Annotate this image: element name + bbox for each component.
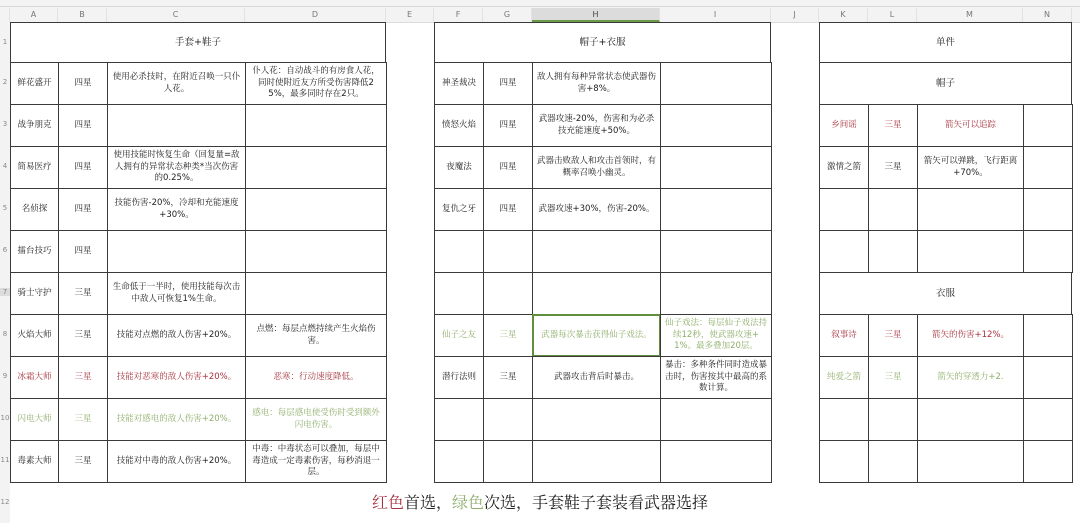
grade-cell[interactable]: 三星 bbox=[868, 356, 918, 399]
row-number[interactable]: 10 bbox=[0, 414, 10, 422]
column-header-f[interactable]: F bbox=[434, 8, 483, 22]
note-cell[interactable]: 点燃：每层点燃持续产生火焰伤害。 bbox=[245, 314, 387, 357]
caption-red-word: 红色 bbox=[371, 493, 404, 512]
section-title-gloves-shoes[interactable]: 手套+鞋子 bbox=[10, 22, 386, 63]
note-cell[interactable] bbox=[245, 104, 387, 147]
grade-cell[interactable]: 四星 bbox=[58, 188, 108, 231]
note-cell[interactable]: 感电：每层感电使受伤时受到额外闪电伤害。 bbox=[245, 398, 387, 441]
row-number[interactable]: 6 bbox=[2, 246, 8, 254]
note-cell[interactable] bbox=[660, 230, 772, 273]
effect-cell[interactable]: 技能对感电的敌人伤害+20%。 bbox=[107, 398, 246, 441]
grade-cell[interactable] bbox=[483, 272, 533, 315]
column-header-l[interactable]: L bbox=[868, 8, 917, 22]
effect-cell[interactable]: 箭矢可以追踪 bbox=[917, 104, 1024, 147]
grade-cell[interactable]: 四星 bbox=[483, 62, 533, 105]
section-title-single-pieces[interactable]: 单件 bbox=[819, 22, 1072, 63]
note-cell[interactable] bbox=[1023, 230, 1073, 273]
effect-cell[interactable] bbox=[532, 440, 661, 483]
note-cell[interactable] bbox=[245, 146, 387, 189]
set-name-cell[interactable]: 冰霜大师 bbox=[10, 356, 59, 399]
set-name-cell[interactable]: 火焰大师 bbox=[10, 314, 59, 357]
effect-cell[interactable]: 武器击败敌人和攻击首领时，有概率召唤小幽灵。 bbox=[532, 146, 661, 189]
row-number[interactable]: 4 bbox=[2, 162, 8, 170]
column-header-h[interactable]: H bbox=[532, 8, 660, 22]
note-cell[interactable] bbox=[660, 62, 772, 105]
grade-cell[interactable]: 三星 bbox=[483, 356, 533, 399]
effect-cell[interactable]: 箭矢的穿透力+2. bbox=[917, 356, 1024, 399]
note-cell[interactable] bbox=[660, 398, 772, 441]
row-number[interactable]: 2 bbox=[2, 78, 8, 86]
note-cell[interactable] bbox=[1023, 104, 1073, 147]
effect-cell[interactable] bbox=[532, 230, 661, 273]
grade-cell[interactable] bbox=[868, 440, 918, 483]
set-name-cell[interactable] bbox=[434, 440, 484, 483]
set-name-cell[interactable]: 叙事诗 bbox=[819, 314, 869, 357]
caption-text-2: 次选，手套鞋子套装看武器选择 bbox=[484, 493, 709, 512]
row-number[interactable]: 12 bbox=[0, 498, 10, 506]
effect-cell[interactable] bbox=[532, 398, 661, 441]
column-header-n[interactable]: N bbox=[1023, 8, 1072, 22]
set-name-cell[interactable]: 仙子之友 bbox=[434, 314, 484, 357]
grade-cell[interactable]: 三星 bbox=[58, 398, 108, 441]
grade-cell[interactable] bbox=[483, 398, 533, 441]
effect-cell[interactable] bbox=[107, 230, 246, 273]
row-number[interactable]: 8 bbox=[2, 330, 8, 338]
note-cell[interactable]: 仆人花：自动战斗的有房食人花，同时使附近友方所受伤害降低25%，最多同时存在2只。 bbox=[245, 62, 387, 105]
set-name-cell[interactable]: 神圣裁决 bbox=[434, 62, 484, 105]
set-name-cell[interactable] bbox=[819, 440, 869, 483]
effect-cell[interactable]: 箭矢可以弹跳，飞行距离+70%。 bbox=[917, 146, 1024, 189]
effect-cell[interactable] bbox=[917, 440, 1024, 483]
subsection-title-clothes[interactable]: 衣服 bbox=[819, 272, 1072, 315]
section-title-hat-clothes[interactable]: 帽子+衣服 bbox=[434, 22, 771, 63]
effect-cell[interactable]: 使用必杀技时，在附近召唤一只仆人花。 bbox=[107, 62, 246, 105]
effect-cell[interactable]: 武器攻速-20%，伤害和为必杀技充能速度+50%。 bbox=[532, 104, 661, 147]
grade-cell[interactable] bbox=[868, 188, 918, 231]
effect-cell[interactable] bbox=[917, 230, 1024, 273]
set-name-cell[interactable]: 骑士守护 bbox=[10, 272, 59, 315]
effect-cell[interactable] bbox=[532, 272, 661, 315]
grade-cell[interactable]: 三星 bbox=[58, 356, 108, 399]
set-name-cell[interactable]: 激情之箭 bbox=[819, 146, 869, 189]
note-cell[interactable]: 中毒：中毒状态可以叠加，每层中毒造成一定毒素伤害，每秒消退一层。 bbox=[245, 440, 387, 483]
effect-cell[interactable]: 技能对恶寒的敌人伤害+20%。 bbox=[107, 356, 246, 399]
set-name-cell[interactable]: 名侦探 bbox=[10, 188, 59, 231]
column-header-c[interactable]: C bbox=[107, 8, 245, 22]
subsection-title-hat[interactable]: 帽子 bbox=[819, 62, 1072, 105]
effect-cell[interactable]: 敌人拥有每种异常状态使武器伤害+8%。 bbox=[532, 62, 661, 105]
set-name-cell[interactable] bbox=[434, 272, 484, 315]
grade-cell[interactable]: 三星 bbox=[58, 440, 108, 483]
set-name-cell[interactable] bbox=[819, 398, 869, 441]
effect-cell[interactable] bbox=[917, 188, 1024, 231]
set-name-cell[interactable] bbox=[434, 230, 484, 273]
set-name-cell[interactable]: 复仇之牙 bbox=[434, 188, 484, 231]
set-name-cell[interactable]: 擂台技巧 bbox=[10, 230, 59, 273]
set-name-cell[interactable]: 纯爱之箭 bbox=[819, 356, 869, 399]
effect-cell[interactable]: 技能伤害-20%，冷却和充能速度+30%。 bbox=[107, 188, 246, 231]
set-name-cell[interactable]: 夜魔法 bbox=[434, 146, 484, 189]
note-cell[interactable] bbox=[1023, 314, 1073, 357]
note-cell[interactable] bbox=[660, 272, 772, 315]
note-cell[interactable] bbox=[660, 104, 772, 147]
effect-cell[interactable]: 箭矢的伤害+12%。 bbox=[917, 314, 1024, 357]
column-header-k[interactable]: K bbox=[819, 8, 868, 22]
row-number[interactable]: 3 bbox=[2, 120, 8, 128]
row-number[interactable]: 11 bbox=[0, 456, 10, 464]
caption-green-word: 绿色 bbox=[452, 493, 485, 512]
row-number[interactable]: 5 bbox=[2, 204, 8, 212]
effect-cell[interactable] bbox=[107, 104, 246, 147]
note-cell[interactable]: 仙子戏法：每层仙子戏法持续12秒，使武器攻速+1%。最多叠加20层。 bbox=[660, 314, 772, 357]
note-cell[interactable] bbox=[1023, 398, 1073, 441]
note-cell[interactable] bbox=[245, 272, 387, 315]
grade-cell[interactable]: 四星 bbox=[58, 104, 108, 147]
set-name-cell[interactable]: 鲜花盛开 bbox=[10, 62, 59, 105]
effect-cell[interactable]: 武器攻击背后时暴击。 bbox=[532, 356, 661, 399]
set-name-cell[interactable]: 乡间谣 bbox=[819, 104, 869, 147]
column-header-i[interactable]: I bbox=[660, 8, 771, 22]
grade-cell[interactable]: 四星 bbox=[58, 230, 108, 273]
set-name-cell[interactable]: 潜行法则 bbox=[434, 356, 484, 399]
grade-cell[interactable]: 四星 bbox=[58, 146, 108, 189]
grade-cell[interactable]: 四星 bbox=[483, 188, 533, 231]
grade-cell[interactable]: 三星 bbox=[868, 314, 918, 357]
row-header-bar bbox=[0, 22, 10, 523]
note-cell[interactable]: 暴击：多种条件同时造成暴击时，伤害按其中最高的系数计算。 bbox=[660, 356, 772, 399]
note-cell[interactable] bbox=[660, 146, 772, 189]
column-header-d[interactable]: D bbox=[245, 8, 386, 22]
grade-cell[interactable]: 三星 bbox=[868, 104, 918, 147]
note-cell[interactable] bbox=[1023, 356, 1073, 399]
note-cell[interactable] bbox=[660, 188, 772, 231]
set-name-cell[interactable]: 战争朋克 bbox=[10, 104, 59, 147]
row-number[interactable]: 1 bbox=[2, 38, 8, 46]
set-name-cell[interactable]: 愤怒火焰 bbox=[434, 104, 484, 147]
grade-cell[interactable]: 四星 bbox=[483, 104, 533, 147]
effect-cell[interactable]: 使用技能时恢复生命（回复量=敌人拥有的异常状态种类*当次伤害的0.25%。 bbox=[107, 146, 246, 189]
note-cell[interactable] bbox=[1023, 188, 1073, 231]
grade-cell[interactable]: 三星 bbox=[58, 272, 108, 315]
column-header-j[interactable]: J bbox=[771, 8, 819, 22]
grade-cell[interactable] bbox=[483, 440, 533, 483]
grade-cell[interactable] bbox=[483, 230, 533, 273]
column-header-bar bbox=[0, 0, 1080, 23]
grade-cell[interactable]: 三星 bbox=[868, 146, 918, 189]
set-name-cell[interactable] bbox=[819, 188, 869, 231]
column-header-m[interactable]: M bbox=[917, 8, 1023, 22]
grade-cell[interactable] bbox=[868, 230, 918, 273]
select-all-corner[interactable] bbox=[0, 8, 10, 22]
row-number[interactable]: 9 bbox=[2, 372, 8, 380]
note-cell[interactable]: 恶寒：行动速度降低。 bbox=[245, 356, 387, 399]
note-cell[interactable] bbox=[1023, 440, 1073, 483]
grade-cell[interactable]: 三星 bbox=[58, 314, 108, 357]
grade-cell[interactable] bbox=[868, 398, 918, 441]
effect-cell[interactable]: 技能对中毒的敌人伤害+20%。 bbox=[107, 440, 246, 483]
effect-cell[interactable]: 生命低于一半时，使用技能每次击中敌人可恢复1%生命。 bbox=[107, 272, 246, 315]
grade-cell[interactable]: 四星 bbox=[58, 62, 108, 105]
effect-cell[interactable]: 技能对点燃的敌人伤害+20%。 bbox=[107, 314, 246, 357]
column-header-b[interactable]: B bbox=[58, 8, 107, 22]
note-cell[interactable] bbox=[245, 188, 387, 231]
column-header-e[interactable]: E bbox=[386, 8, 434, 22]
set-name-cell[interactable]: 毒素大师 bbox=[10, 440, 59, 483]
legend-caption bbox=[0, 490, 1080, 513]
caption-text-1: 首选， bbox=[403, 493, 452, 512]
effect-cell[interactable] bbox=[917, 398, 1024, 441]
note-cell[interactable] bbox=[660, 440, 772, 483]
set-name-cell[interactable] bbox=[434, 398, 484, 441]
column-header-g[interactable]: G bbox=[483, 8, 532, 22]
note-cell[interactable] bbox=[245, 230, 387, 273]
row-number[interactable]: 7 bbox=[0, 288, 10, 296]
effect-cell[interactable]: 武器攻速+30%，伤害-20%。 bbox=[532, 188, 661, 231]
effect-cell[interactable]: 武器每次暴击获得仙子戏法。 bbox=[532, 314, 661, 357]
note-cell[interactable] bbox=[1023, 146, 1073, 189]
set-name-cell[interactable]: 简易医疗 bbox=[10, 146, 59, 189]
grade-cell[interactable]: 三星 bbox=[483, 314, 533, 357]
set-name-cell[interactable]: 闪电大师 bbox=[10, 398, 59, 441]
set-name-cell[interactable] bbox=[819, 230, 869, 273]
grade-cell[interactable]: 四星 bbox=[483, 146, 533, 189]
column-header-a[interactable]: A bbox=[10, 8, 58, 22]
